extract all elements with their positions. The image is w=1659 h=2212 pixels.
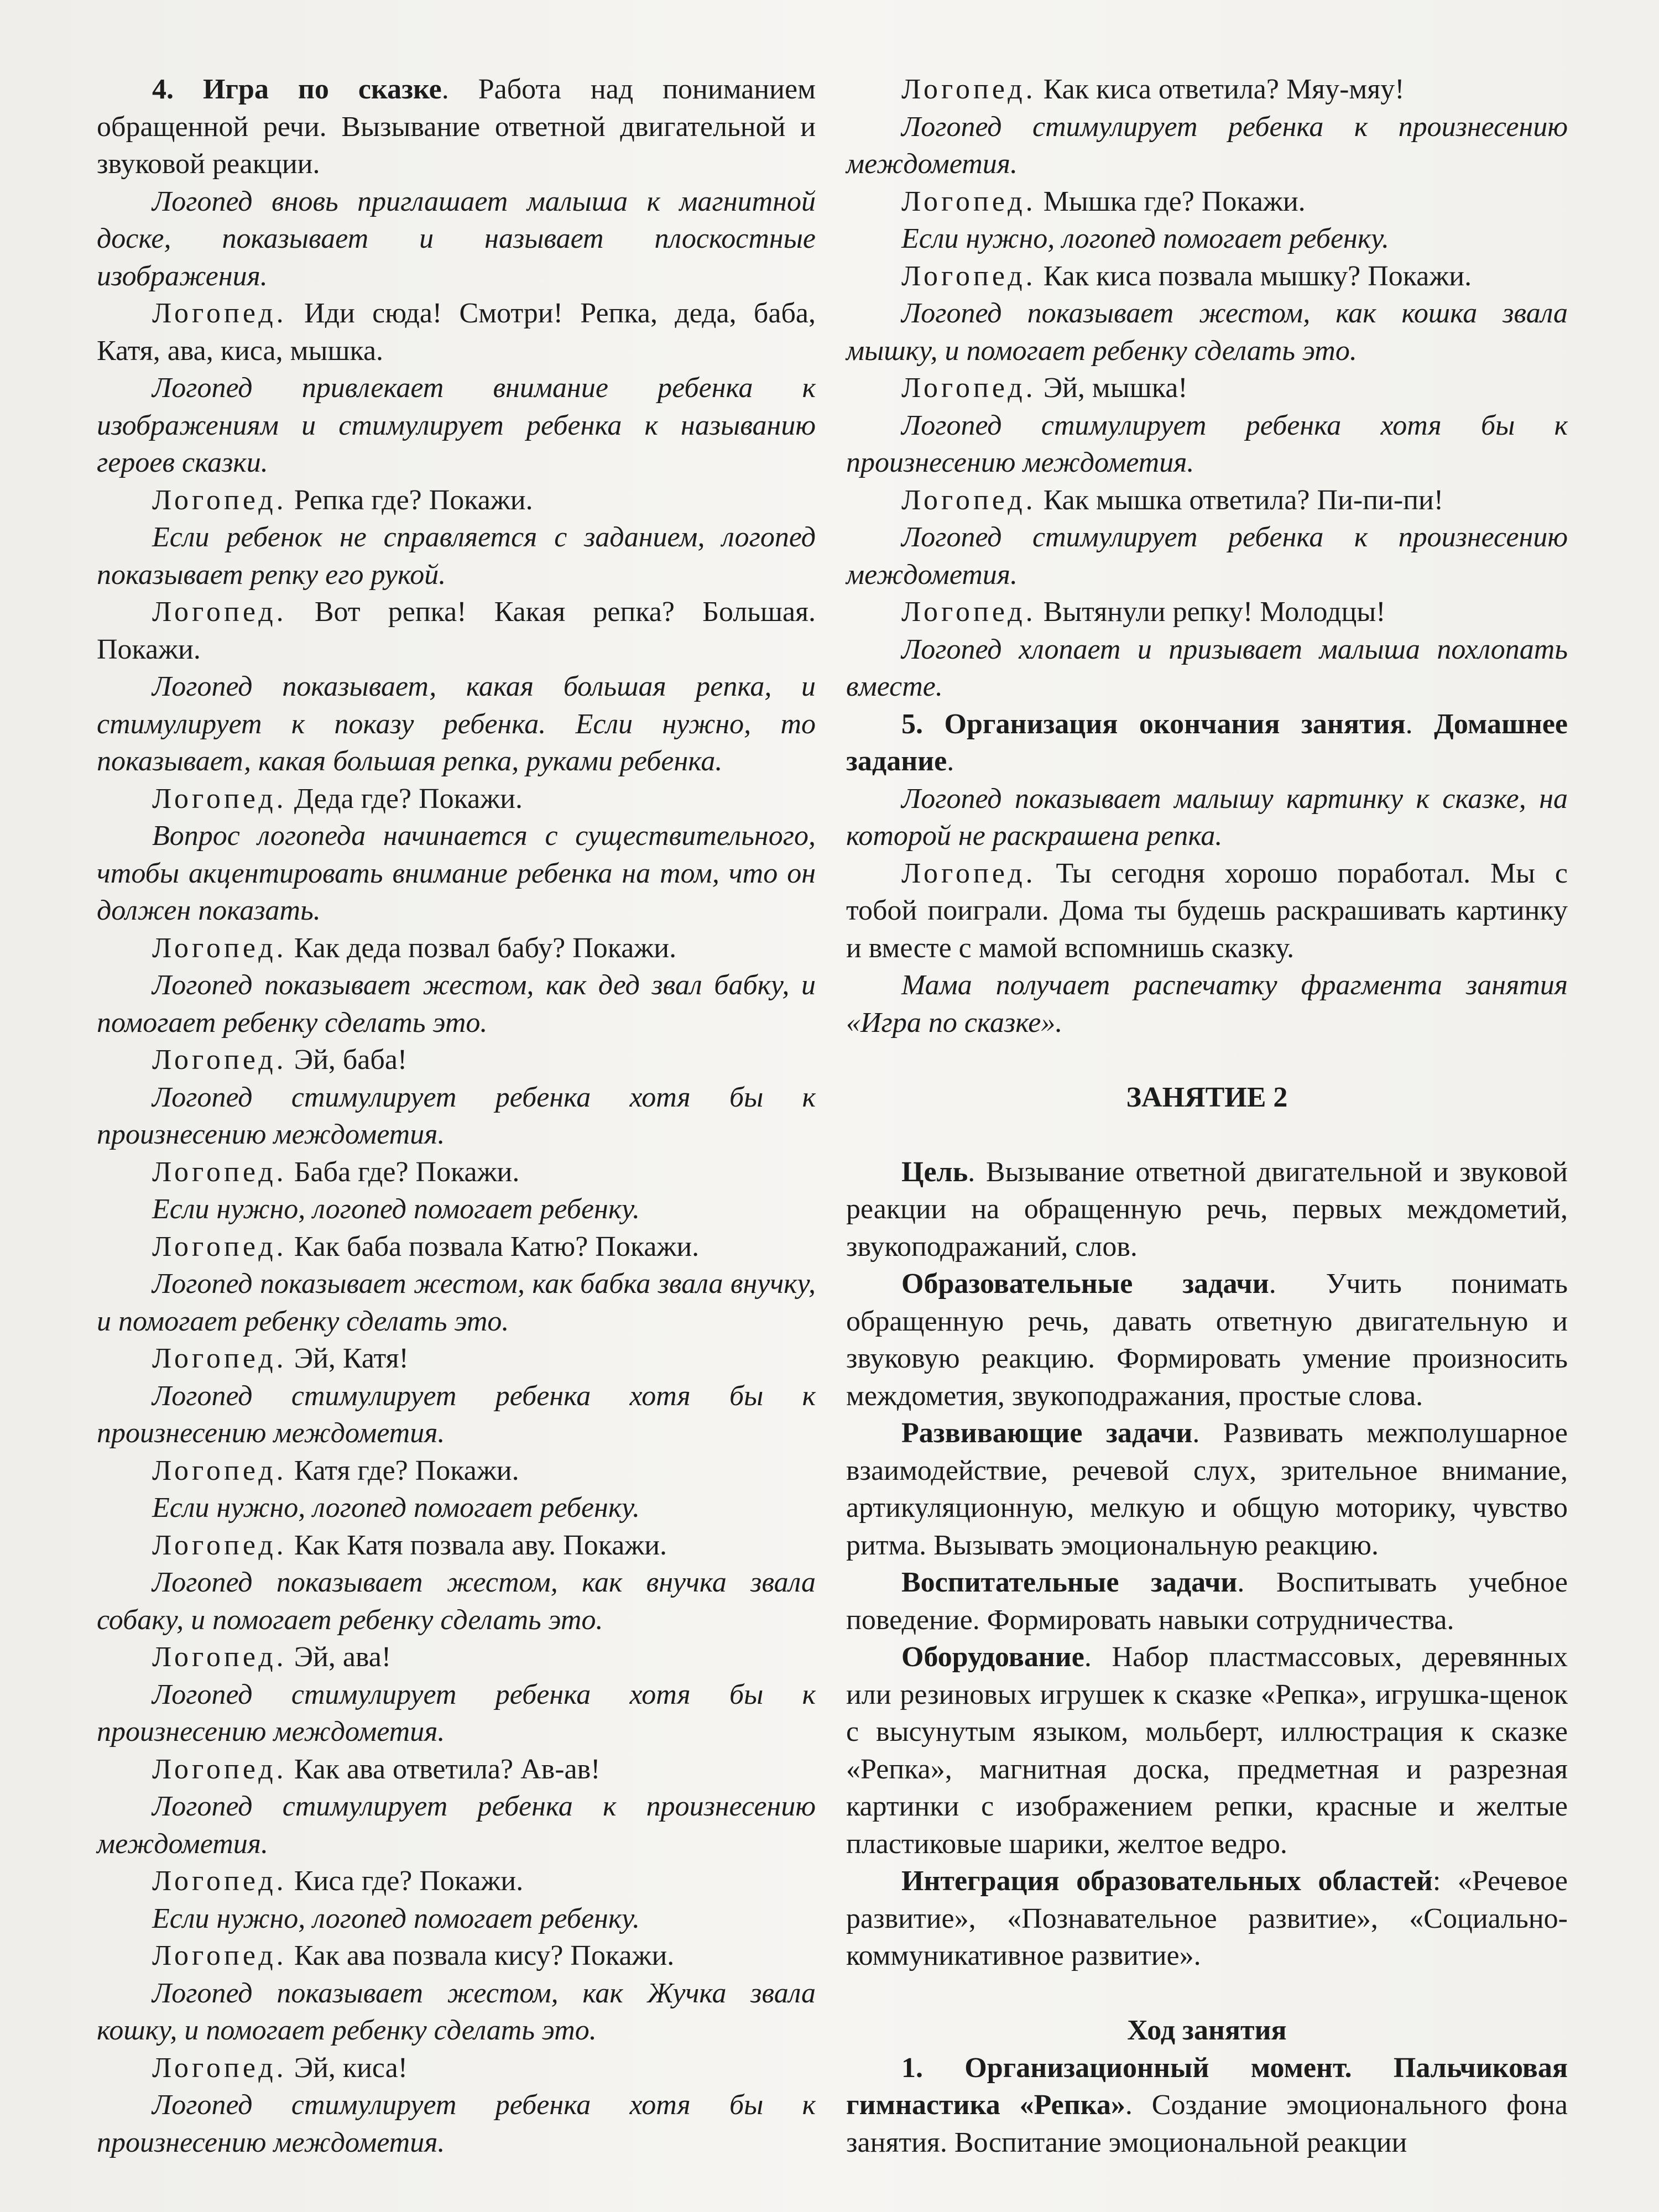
section-4-heading: 4. Игра по сказке <box>152 74 442 105</box>
speech-line: Логопед. Эй, киса! <box>152 2052 408 2084</box>
stage-direction: Логопед привлекает внимание ребенка к изображениям и стимулирует ребенка к называнию героев сказки. <box>97 372 816 478</box>
right-column <box>846 71 1568 2161</box>
left-column <box>97 71 816 2161</box>
stage-direction: Логопед стимулирует ребенка хотя бы к произнесению междометия. <box>97 1678 816 1747</box>
speaker-label: Логопед. <box>901 857 1036 889</box>
speaker-label: Логопед. <box>901 260 1036 292</box>
speech-line: Логопед. Баба где? Покажи. <box>152 1156 520 1188</box>
speech-line: Логопед. Эй, баба! <box>152 1044 408 1076</box>
stage-direction: Логопед показывает жестом, как внучка звала собаку, и помогает ребенку сделать это. <box>97 1567 816 1636</box>
upbringing-tasks-paragraph: Воспитательные задачи. Воспитывать учебное поведение. Формировать навыки сотрудничества. <box>846 1567 1568 1636</box>
homework-heading: Домашнее задание <box>846 708 1568 777</box>
developmental-tasks-paragraph: Развивающие задачи. Развивать межполушарное взаимодействие, речевой слух, зрительное внимание, артикуляционную, мелкую и общую моторику, чувство ритма. Вызывать эмоциональную реакцию. <box>846 1417 1568 1561</box>
stage-direction: Логопед стимулирует ребенка к произнесению междометия. <box>846 521 1568 591</box>
speaker-label: Логопед. <box>152 1044 287 1076</box>
speech-line: Логопед. Как ава позвала кису? Покажи. <box>152 1940 675 1971</box>
stage-direction: Логопед стимулирует ребенка хотя бы к произнесению междометия. <box>846 409 1568 478</box>
stage-direction: Логопед стимулирует ребенка хотя бы к произнесению междометия. <box>97 1380 816 1449</box>
speech-line: Логопед. Эй, мышка! <box>901 372 1188 404</box>
speaker-label: Логопед. <box>152 596 287 628</box>
speech-line: Логопед. Как ава ответила? Ав-ав! <box>152 1753 601 1785</box>
spacer <box>846 1041 1568 1079</box>
equipment-heading: Оборудование <box>901 1641 1084 1673</box>
stage-direction: Если нужно, логопед помогает ребенку. <box>152 1193 640 1225</box>
stage-direction: Логопед показывает жестом, как бабка звала внучку, и помогает ребенку сделать это. <box>97 1268 816 1337</box>
stage-direction: Логопед показывает малышу картинку к сказке, на которой не раскрашена репка. <box>846 782 1568 852</box>
section-1-heading: 1. Организационный момент. Пальчиковая гимнастика «Репка» <box>846 2052 1568 2121</box>
speech-line: Логопед. Деда где? Покажи. <box>152 782 523 815</box>
speech-line: Логопед. Ты сегодня хорошо поработал. Мы с тобой поиграли. Дома ты будешь раскрашивать картинку и вместе с мамой вспомнишь сказку. <box>846 857 1568 964</box>
speech-line: Логопед. Эй, Катя! <box>152 1343 409 1374</box>
lesson-title: ЗАНЯТИЕ 2 <box>1126 1081 1288 1113</box>
stage-direction: Логопед показывает жестом, как дед звал бабку, и помогает ребенку сделать это. <box>97 969 816 1039</box>
speech-line: Логопед. Катя где? Покажи. <box>152 1454 519 1486</box>
speaker-label: Логопед. <box>152 1230 287 1262</box>
stage-direction: Если ребенок не справляется с заданием, логопед показывает репку его рукой. <box>97 521 816 591</box>
stage-direction: Логопед стимулирует ребенка хотя бы к произнесению междометия. <box>97 1081 816 1150</box>
section-4-paragraph: 4. Игра по сказке. Работа над пониманием обращенной речи. Вызывание ответной двигательной и звуковой реакции. <box>97 74 816 180</box>
integration-heading: Интеграция образовательных областей <box>901 1865 1433 1897</box>
speech-line: Логопед. Вытянули репку! Молодцы! <box>901 596 1386 628</box>
speech-line: Логопед. Эй, ава! <box>152 1641 392 1673</box>
spacer <box>846 1975 1568 2012</box>
speaker-label: Логопед. <box>152 782 287 815</box>
speaker-label: Логопед. <box>152 484 287 516</box>
section-1-paragraph: 1. Организационный момент. Пальчиковая гимнастика «Репка». Создание эмоционального фона занятия. Воспитание эмоциональной реакции <box>846 2052 1568 2158</box>
stage-direction: Логопед стимулирует ребенка к произнесению междометия. <box>97 1791 816 1860</box>
speaker-label: Логопед. <box>901 185 1036 217</box>
speech-line: Логопед. Как Катя позвала аву. Покажи. <box>152 1529 667 1561</box>
stage-direction: Логопед хлопает и призывает малыша похлопать вместе. <box>846 633 1568 702</box>
speech-line: Логопед. Как киса ответила? Мяу-мяу! <box>901 74 1405 105</box>
educational-tasks-paragraph: Образовательные задачи. Учить понимать обращенную речь, давать ответную двигательную и звуковую реакцию. Формировать умение произносить междометия, звукоподражания, простые слова. <box>846 1268 1568 1412</box>
speaker-label: Логопед. <box>901 596 1036 628</box>
stage-direction: Логопед вновь приглашает малыша к магнитной доске, показывает и называет плоскостные изображения. <box>97 185 816 292</box>
speech-line: Логопед. Мышка где? Покажи. <box>901 185 1306 217</box>
spacer <box>846 1116 1568 1154</box>
stage-direction: Если нужно, логопед помогает ребенку. <box>152 1492 640 1524</box>
integration-paragraph: Интеграция образовательных областей: «Речевое развитие», «Познавательное развитие», «Социально-коммуникативное развитие». <box>846 1865 1568 1971</box>
speech-line: Логопед. Киса где? Покажи. <box>152 1865 524 1897</box>
stage-direction: Вопрос логопеда начинается с существительного, чтобы акцентировать внимание ребенка на том, что он должен показать. <box>97 820 816 926</box>
speaker-label: Логопед. <box>152 298 287 329</box>
stage-direction: Мама получает распечатку фрагмента занятия «Игра по сказке». <box>846 969 1568 1039</box>
goal-heading: Цель <box>901 1156 968 1188</box>
developmental-tasks-heading: Развивающие задачи <box>901 1417 1193 1449</box>
speaker-label: Логопед. <box>152 1529 287 1561</box>
stage-direction: Логопед показывает, какая большая репка, и стимулирует к показу ребенка. Если нужно, то показывает, какая большая репка, руками ребенка. <box>97 671 816 777</box>
speech-line: Логопед. Иди сюда! Смотри! Репка, деда, баба, Катя, ава, киса, мышка. <box>97 298 816 367</box>
section-5-heading: 5. Организация окончания занятия <box>901 708 1406 740</box>
stage-direction: Логопед показывает жестом, как кошка звала мышку, и помогает ребенку сделать это. <box>846 298 1568 367</box>
speaker-label: Логопед. <box>152 1940 287 1971</box>
speaker-label: Логопед. <box>152 1343 287 1374</box>
speech-line: Логопед. Репка где? Покажи. <box>152 484 533 516</box>
speaker-label: Логопед. <box>152 932 287 964</box>
speaker-label: Логопед. <box>901 372 1036 404</box>
speech-line: Логопед. Как деда позвал бабу? Покажи. <box>152 932 677 964</box>
speaker-label: Логопед. <box>901 74 1036 105</box>
goal-paragraph: Цель. Вызывание ответной двигательной и звуковой реакции на обращенную речь, первых междометий, звукоподражаний, слов. <box>846 1156 1568 1262</box>
stage-direction: Логопед стимулирует ребенка к произнесению междометия. <box>846 111 1568 180</box>
section-5-paragraph: 5. Организация окончания занятия. Домашнее задание. <box>846 708 1568 777</box>
speaker-label: Логопед. <box>152 2052 287 2084</box>
speaker-label: Логопед. <box>152 1641 287 1673</box>
speaker-label: Логопед. <box>152 1156 287 1188</box>
speech-line: Логопед. Как баба позвала Катю? Покажи. <box>152 1230 700 1262</box>
speech-line: Логопед. Вот репка! Какая репка? Большая. Покажи. <box>97 596 816 665</box>
stage-direction: Если нужно, логопед помогает ребенку. <box>901 223 1389 254</box>
equipment-paragraph: Оборудование. Набор пластмассовых, деревянных или резиновых игрушек к сказке «Репка», игрушка-щенок с высунутым языком, мольберт, иллюстрация к сказке «Репка», магнитная доска, предметная и разрезная картинки с изображением репки, красные и желтые пластиковые шарики, желтое ведро. <box>846 1641 1568 1860</box>
upbringing-tasks-heading: Воспитательные задачи <box>901 1567 1238 1598</box>
speech-line: Логопед. Как мышка ответила? Пи-пи-пи! <box>901 484 1444 516</box>
speech-line: Логопед. Как киса позвала мышку? Покажи. <box>901 260 1472 292</box>
stage-direction: Если нужно, логопед помогает ребенку. <box>152 1902 640 1934</box>
speaker-label: Логопед. <box>901 484 1036 516</box>
educational-tasks-heading: Образовательные задачи <box>901 1268 1269 1300</box>
stage-direction: Логопед стимулирует ребенка хотя бы к произнесению междометия. <box>97 2089 816 2158</box>
stage-direction: Логопед показывает жестом, как Жучка звала кошку, и помогает ребенку сделать это. <box>97 1977 816 2046</box>
course-title: Ход занятия <box>1127 2015 1287 2046</box>
speaker-label: Логопед. <box>152 1753 287 1785</box>
speaker-label: Логопед. <box>152 1454 287 1486</box>
speaker-label: Логопед. <box>152 1865 287 1897</box>
